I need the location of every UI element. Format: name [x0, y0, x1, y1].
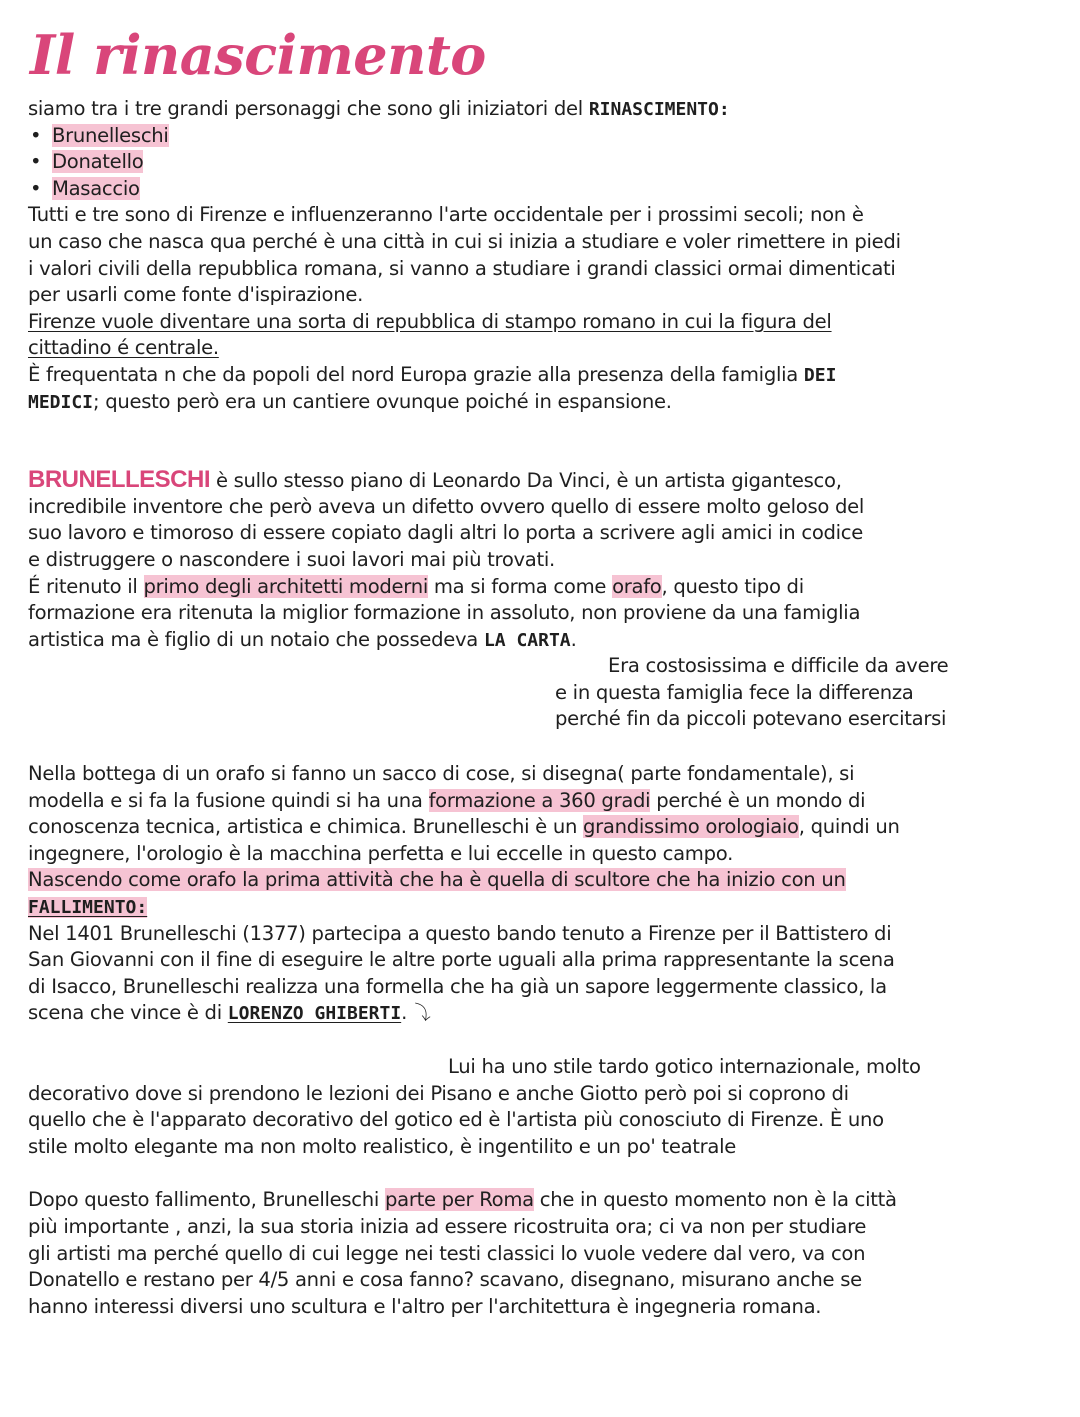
paragraph-line: hanno interessi diversi uno scultura e l'altro per l'architettura è ingegneria romana.: [28, 1294, 822, 1318]
paragraph-text: ma si forma come: [427, 574, 613, 598]
paragraph-text: artistica ma è figlio di un notaio che possedeva: [28, 627, 484, 651]
paragraph-line: i valori civili della repubblica romana, si vanno a studiare i grandi classici ormai dimenticati: [28, 256, 896, 280]
paragraph-line: incredibile inventore che però aveva un difetto ovvero quello di essere molto geloso del: [28, 494, 865, 518]
paragraph-line: San Giovanni con il fine di eseguire le altre porte uguali alla prima rappresentante la scena: [28, 948, 895, 972]
highlighted-line: [28, 894, 1052, 921]
intro-section: [28, 96, 1052, 415]
highlight: formazione a 360 gradi: [428, 788, 651, 812]
paragraph-line: [28, 467, 1052, 494]
bullet-label: Donatello: [52, 150, 144, 174]
paragraph-text: ; questo però era un cantiere ovunque poiché in espansione.: [93, 389, 672, 413]
paragraph-line: un caso che nasca qua perché è una città in cui si inizia a studiare e voler rimettere in piedi: [28, 229, 901, 253]
paragraph-line: [28, 574, 1052, 601]
bullet-dot: •: [30, 176, 42, 200]
paragraph-text: è sullo stesso piano di Leonardo Da Vinci, è un artista gigantesco,: [210, 469, 842, 493]
paragraph-line: stile molto elegante ma non molto realistico, è ingentilito e un po' teatrale: [28, 1134, 737, 1158]
paragraph-line: [28, 389, 1052, 416]
paragraph-line: Tutti e tre sono di Firenze e influenzeranno l'arte occidentale per i prossimi secoli; non è: [28, 203, 864, 227]
paragraph-text: Dopo questo fallimento, Brunelleschi: [28, 1188, 385, 1212]
paragraph-line: decorativo dove si prendono le lezioni dei Pisano e anche Giotto però poi si coprono di: [28, 1081, 849, 1105]
highlight: parte per Roma: [384, 1188, 534, 1212]
paragraph-line: [28, 814, 1052, 841]
paragraph-line: [28, 788, 1052, 815]
rinascimento-term: RINASCIMENTO:: [588, 99, 730, 120]
paragraph-text: perché è un mondo di: [650, 788, 866, 812]
paragraph-line: formazione era ritenuta la miglior formazione in assoluto, non proviene da una famiglia: [28, 601, 861, 625]
paragraph-line: ingegnere, l'orologio è la macchina perfetta e lui eccelle in questo campo.: [28, 841, 734, 865]
paragraph-text: È frequentata n che da popoli del nord Europa grazie alla presenza della famiglia: [28, 362, 804, 386]
highlighted-line: [28, 867, 1052, 894]
paragraph-text: conoscenza tecnica, artistica e chimica. Brunelleschi è un: [28, 815, 584, 839]
paragraph-line: [28, 627, 1052, 654]
paragraph-line: e distruggere o nascondere i suoi lavori mai più trovati.: [28, 547, 555, 571]
page-title: Il rinascimento: [30, 23, 486, 87]
paragraph-line: Lui ha uno stile tardo gotico internazionale, molto: [448, 1055, 921, 1078]
highlight: primo degli architetti moderni: [143, 574, 428, 598]
paragraph-text: É ritenuto il: [28, 574, 144, 598]
paragraph-line: più importante , anzi, la sua storia inizia ad essere ricostruita ora; ci va non per studiare: [28, 1214, 867, 1238]
paragraph-line: per usarli come fonte d'ispirazione.: [28, 283, 364, 307]
la-carta-term: LA CARTA: [483, 629, 571, 651]
paragraph-line: quello che è l'apparato decorativo del gotico ed è l'artista più conosciuto di Firenze. È uno: [28, 1108, 884, 1132]
bullet-dot: •: [30, 150, 42, 174]
curved-arrow-down-icon: ⤵: [411, 1002, 433, 1026]
bullet-label: Brunelleschi: [52, 123, 169, 147]
paragraph-line: Nel 1401 Brunelleschi (1377) partecipa a questo bando tenuto a Firenze per il Battistero di: [28, 921, 892, 945]
intro-line: [28, 96, 1052, 123]
paragraph-text: modella e si fa la fusione quindi si ha una: [28, 788, 429, 812]
side-note-line: Era costosissima e difficile da avere: [608, 654, 949, 678]
paragraph-text: , quindi un: [798, 815, 900, 839]
bullet-dot: •: [30, 123, 42, 147]
initiators-list: [28, 123, 1052, 203]
paragraph-text: , questo tipo di: [661, 574, 804, 598]
medici-term: DEI: [803, 364, 837, 386]
bottega-section: [28, 761, 1052, 1027]
paragraph-text: che in questo momento non è la città: [533, 1188, 897, 1212]
list-item: [28, 149, 1052, 176]
paragraph-text: .: [401, 1001, 408, 1025]
paragraph-line: Nella bottega di un orafo si fanno un sacco di cose, si disegna( parte fondamentale), si: [28, 762, 855, 786]
side-note-line: perché fin da piccoli potevano esercitarsi: [555, 707, 947, 731]
bullet-label: Masaccio: [52, 176, 140, 200]
underlined-line: cittadino é centrale.: [28, 336, 219, 360]
ghiberti-term: LORENZO GHIBERTI: [227, 1003, 402, 1025]
medici-term: MEDICI: [28, 391, 94, 413]
highlight: Nascendo come orafo la prima attività che ha è quella di scultore che ha inizio con un: [28, 868, 846, 892]
roma-section: [28, 1187, 1052, 1320]
paragraph-line: di Isacco, Brunelleschi realizza una formella che ha già un sapore leggermente classico, la: [28, 974, 887, 998]
fallimento-term: FALLIMENTO:: [28, 897, 148, 919]
paragraph-line: suo lavoro e timoroso di essere copiato dagli altri lo porta a scrivere agli amici in codice: [28, 521, 864, 545]
highlight: orafo: [612, 574, 662, 598]
paragraph-text: scena che vince è di: [28, 1001, 228, 1025]
paragraph-line: gli artisti ma perché quello di cui legge nei testi classici lo vuole vedere dal vero, va con: [28, 1241, 866, 1265]
paragraph-line: [28, 1187, 1052, 1214]
section-heading: BRUNELLESCHI: [28, 466, 211, 494]
paragraph-line: Donatello e restano per 4/5 anni e cosa fanno? scavano, disegnano, misurano anche se: [28, 1268, 862, 1292]
paragraph-line: [28, 1000, 1052, 1027]
list-item: [28, 176, 1052, 203]
ghiberti-section: [28, 1054, 1052, 1160]
underlined-line: Firenze vuole diventare una sorta di repubblica di stampo romano in cui la figura del: [28, 309, 832, 333]
highlight: grandissimo orologiaio: [583, 815, 799, 839]
paragraph-text: .: [570, 627, 577, 651]
list-item: [28, 123, 1052, 150]
brunelleschi-section: [28, 467, 1052, 733]
paragraph-line: [28, 362, 1052, 389]
intro-text: siamo tra i tre grandi personaggi che sono gli iniziatori del: [28, 97, 589, 120]
side-note-line: e in questa famiglia fece la differenza: [555, 680, 914, 704]
